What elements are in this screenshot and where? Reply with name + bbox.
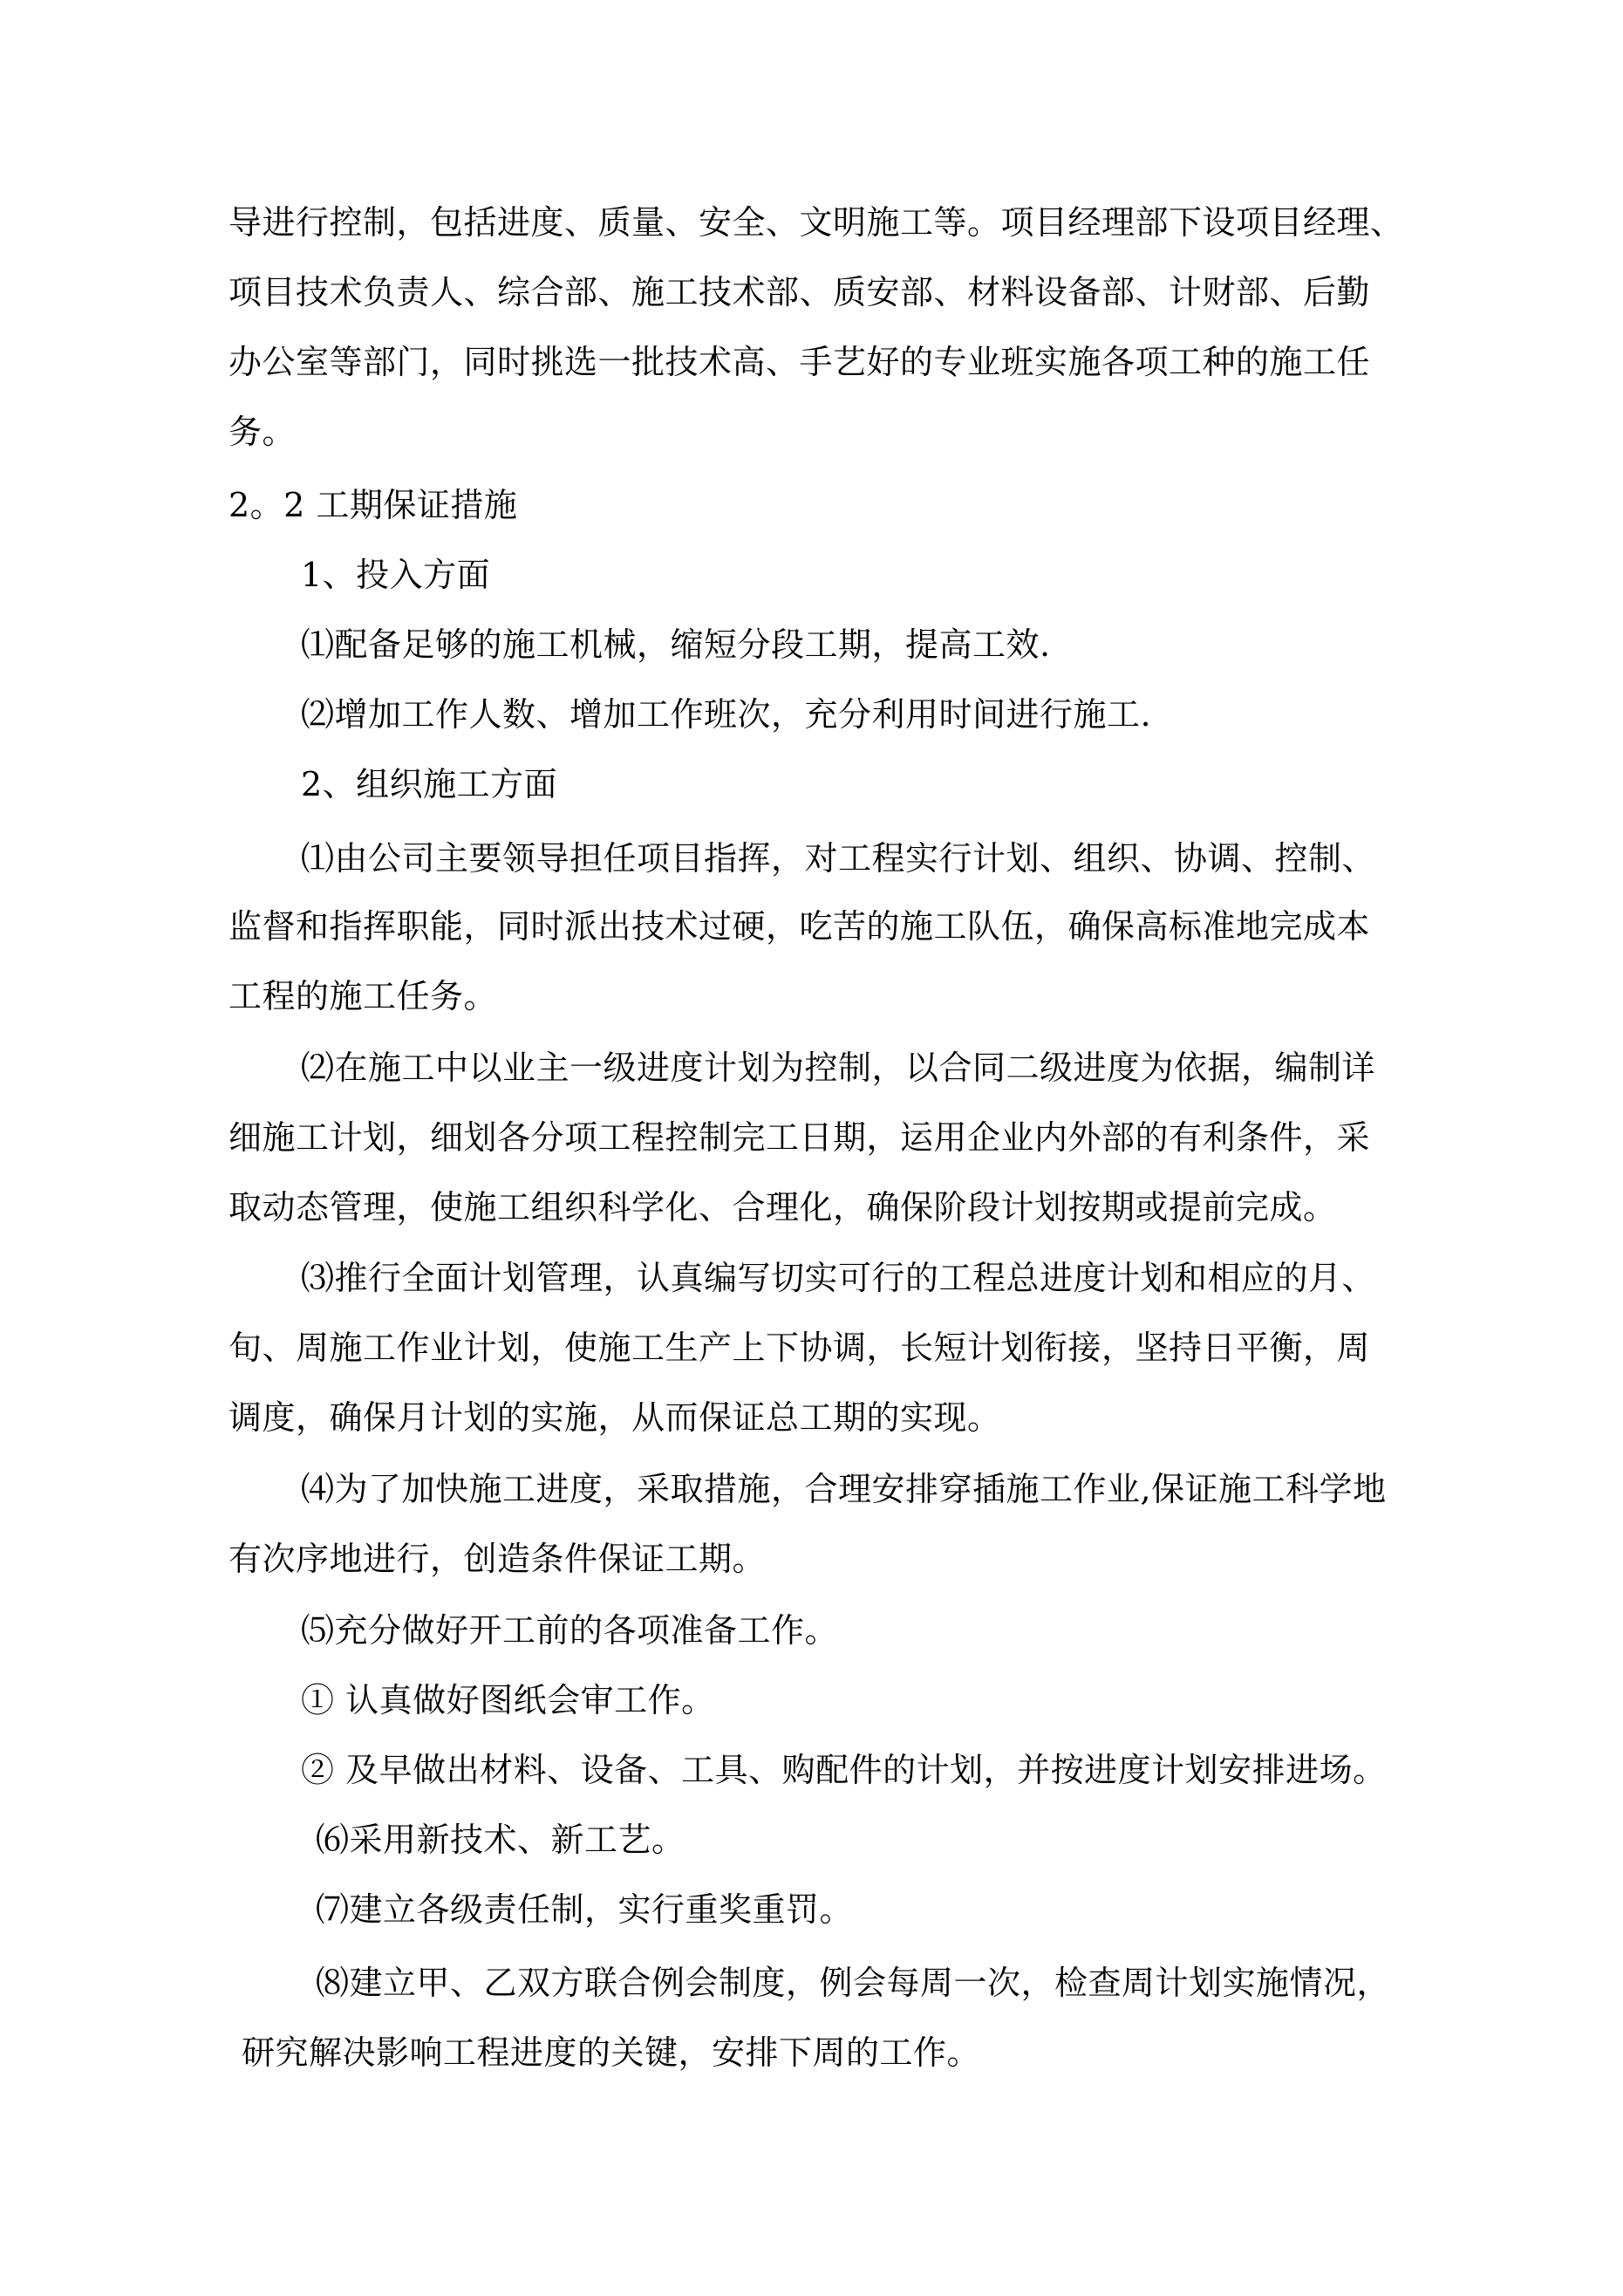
organization-item-4-line-1: ⑷为了加快施工进度，采取措施，合理安排穿插施工作业,保证施工科学地 (301, 1470, 1387, 1508)
investment-heading: 1、投入方面 (301, 556, 491, 594)
organization-item-8-line-1: ⑻建立甲、乙双方联合例会制度，例会每周一次，检查周计划实施情况， (316, 1964, 1391, 2002)
organization-item-1-line-2: 监督和指挥职能，同时派出技术过硬，吃苦的施工队伍，确保高标准地完成本 (228, 907, 1371, 946)
investment-item-2: ⑵增加工作人数、增加工作班次，充分利用时间进行施工. (301, 695, 1152, 734)
organization-item-4-line-2: 有次序地进行，创造条件保证工期。 (228, 1540, 767, 1578)
intro-line-1: 导进行控制，包括进度、质量、安全、文明施工等。项目经理部下设项目经理、 (228, 203, 1404, 242)
intro-line-2: 项目技术负责人、综合部、施工技术部、质安部、材料设备部、计财部、后勤 (228, 273, 1371, 311)
organization-item-6: ⑹采用新技术、新工艺。 (316, 1821, 685, 1859)
organization-item-8-line-2: 研究解决影响工程进度的关键，安排下周的工作。 (242, 2033, 981, 2072)
organization-item-3-line-2: 旬、周施工作业计划，使施工生产上下协调，长短计划衔接，坚持日平衡，周 (228, 1329, 1371, 1367)
organization-item-5: ⑸充分做好开工前的各项准备工作。 (301, 1611, 839, 1650)
organization-item-2-line-1: ⑵在施工中以业主一级进度计划为控制，以合同二级进度为依据，编制详 (301, 1049, 1376, 1087)
intro-line-3: 办公室等部门，同时挑选一批技术高、手艺好的专业班实施各项工种的施工任 (228, 343, 1371, 381)
organization-item-7: ⑺建立各级责任制，实行重奖重罚。 (316, 1890, 854, 1929)
investment-item-1: ⑴配备足够的施工机械，缩短分段工期，提高工效. (301, 625, 1051, 664)
organization-item-3-line-3: 调度，确保月计划的实施，从而保证总工期的实现。 (228, 1398, 1001, 1437)
organization-item-1-line-3: 工程的施工任务。 (228, 977, 498, 1015)
organization-item-5-sub-2: ② 及早做出材料、设备、工具、购配件的计划，并按进度计划安排进场。 (301, 1751, 1387, 1789)
organization-item-1-line-1: ⑴由公司主要领导担任项目指挥，对工程实行计划、组织、协调、控制、 (301, 839, 1376, 878)
organization-heading: 2、组织施工方面 (301, 765, 558, 803)
section-heading: 2。2 工期保证措施 (228, 486, 518, 524)
organization-item-2-line-2: 细施工计划，细划各分项工程控制完工日期，运用企业内外部的有利条件，采 (228, 1118, 1371, 1157)
intro-line-4: 务。 (228, 413, 297, 451)
organization-item-2-line-3: 取动态管理，使施工组织科学化、合理化，确保阶段计划按期或提前完成。 (228, 1188, 1337, 1227)
organization-item-3-line-1: ⑶推行全面计划管理，认真编写切实可行的工程总进度计划和相应的月、 (301, 1259, 1376, 1297)
organization-item-5-sub-1: ① 认真做好图纸会审工作。 (301, 1681, 715, 1719)
